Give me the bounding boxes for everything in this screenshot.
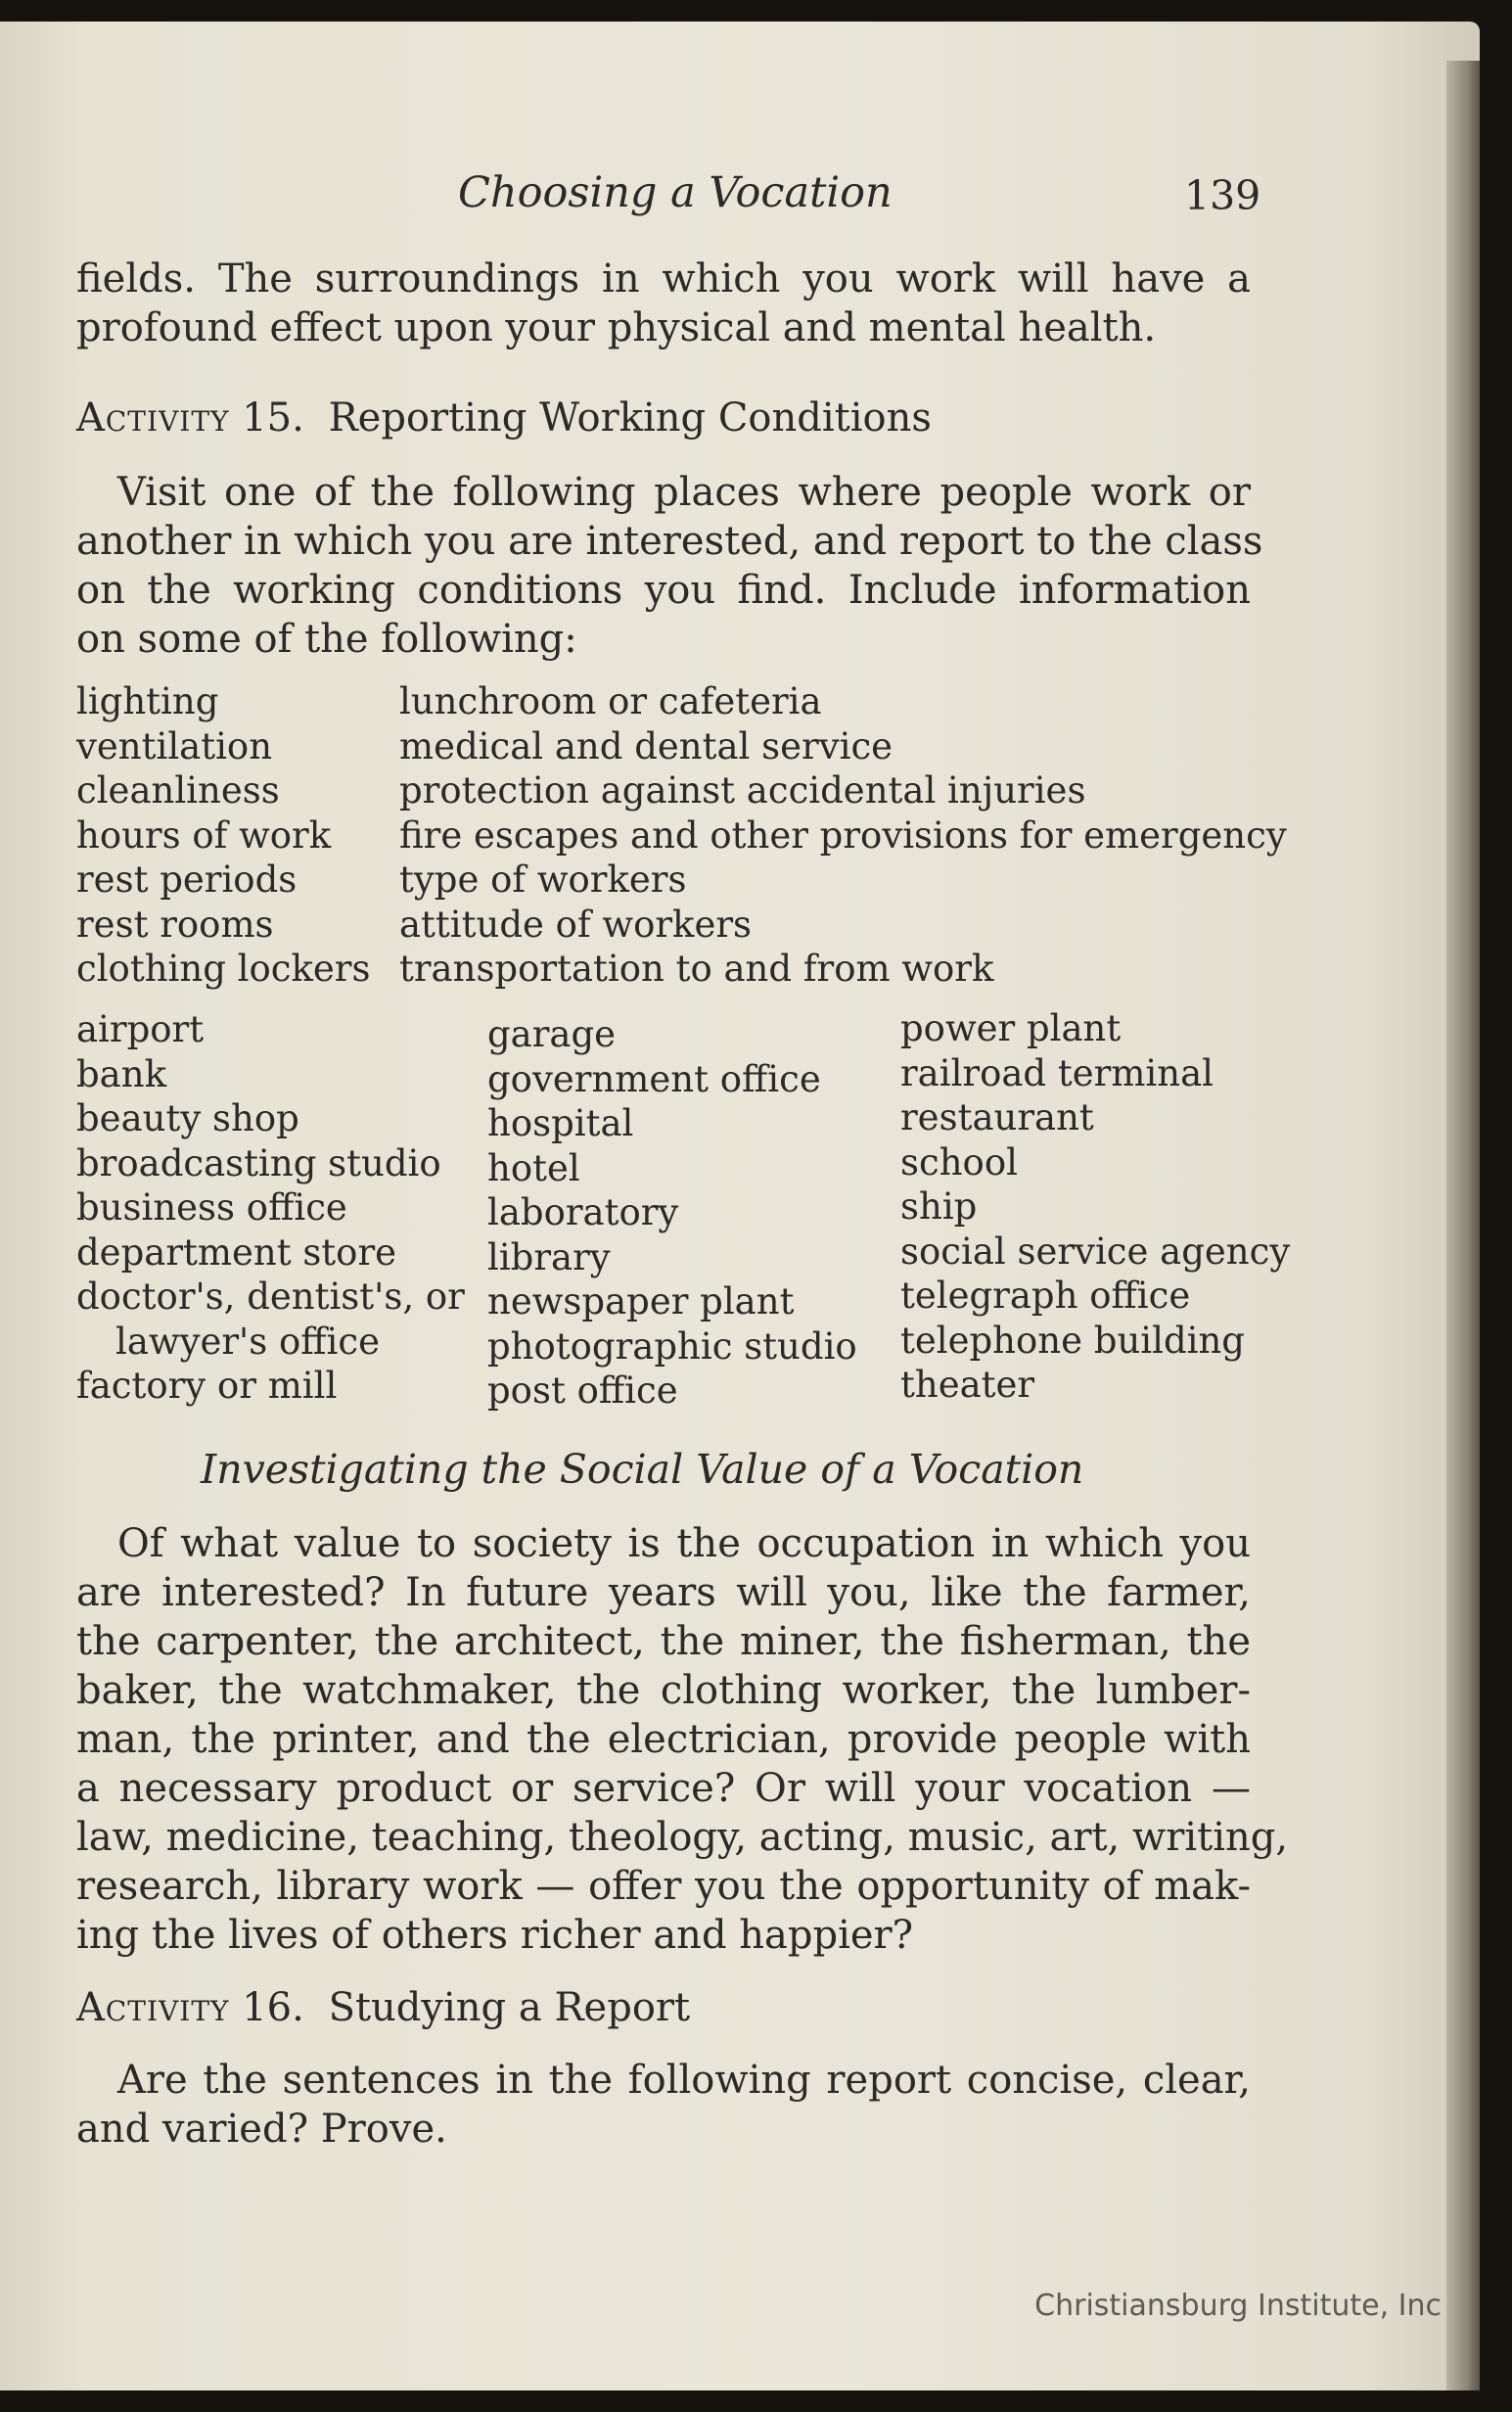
paragraph-line: research, library work — offer you the opportunity of mak- [76, 1864, 1251, 1909]
list-item: laboratory [487, 1191, 679, 1233]
paragraph-line: on the working conditions you find. Include information [76, 568, 1251, 613]
list-item: photographic studio [487, 1324, 857, 1368]
paragraph-line: law, medicine, teaching, theology, acting, music, art, writing, [76, 1815, 1289, 1860]
list-item: social service agency [900, 1229, 1291, 1273]
list-item: transportation to and from work [399, 948, 994, 990]
list-item: library [487, 1235, 611, 1278]
list-item: ship [900, 1185, 978, 1228]
paragraph-line: the carpenter, the architect, the miner, the fisherman, the [76, 1619, 1251, 1664]
activity-title: Studying a Report [328, 1985, 691, 2030]
activity-16-heading [76, 1985, 690, 2030]
list-item: hospital [487, 1102, 634, 1144]
list-item: rest rooms [76, 903, 274, 946]
list-item: department store [76, 1230, 397, 1274]
list-item: fire escapes and other provisions for emergency [399, 813, 1287, 857]
places-list-col1 [76, 1007, 465, 1409]
list-item: clothing lockers [76, 948, 371, 990]
list-item: theater [900, 1364, 1035, 1406]
list-item: type of workers [399, 858, 687, 901]
list-item: airport [76, 1008, 205, 1050]
list-item: cleanliness [76, 769, 280, 812]
conditions-list-right [399, 679, 1287, 992]
list-item: school [900, 1140, 1018, 1183]
list-item: government office [487, 1057, 821, 1100]
list-item: attitude of workers [399, 903, 753, 946]
page-edge [1446, 61, 1480, 2390]
paragraph-line: Of what value to society is the occupation in which you [117, 1521, 1251, 1566]
activity-label: Activity [76, 1985, 230, 2030]
list-item: rest periods [76, 858, 298, 901]
activity-title: Reporting Working Conditions [328, 395, 932, 441]
book-page [0, 22, 1480, 2390]
list-item: bank [76, 1052, 166, 1095]
list-item: telephone building [900, 1319, 1245, 1362]
paragraph-line: a necessary product or service? Or will your vocation — [76, 1766, 1251, 1811]
paragraph-line: profound effect upon your physical and mental health. [76, 305, 1157, 350]
running-head-title: Choosing a Vocation [458, 168, 893, 217]
paragraph-line: and varied? Prove. [76, 2107, 447, 2152]
activity-number: 15. [242, 395, 304, 441]
paragraph-line: Are the sentences in the following report concise, clear, [117, 2058, 1251, 2103]
page-number: 139 [1184, 172, 1261, 219]
list-item: lunchroom or cafeteria [399, 680, 822, 722]
section-paragraph [76, 1519, 1289, 1960]
list-item: newspaper plant [487, 1280, 795, 1322]
section-heading: Investigating the Social Value of a Vocation [201, 1446, 1084, 1493]
list-item: telegraph office [900, 1275, 1191, 1317]
intro-paragraph [76, 255, 1251, 352]
paragraph-line: man, the printer, and the electrician, provide people with [76, 1717, 1251, 1762]
list-item: beauty shop [76, 1097, 299, 1139]
list-item: broadcasting studio [76, 1141, 441, 1184]
activity-number: 16. [242, 1985, 304, 2030]
running-head [76, 168, 1261, 227]
list-item: hotel [487, 1146, 580, 1189]
list-item: restaurant [900, 1096, 1094, 1138]
paragraph-line: are interested? In future years will you, like the farmer, [76, 1570, 1251, 1615]
paragraph-line: fields. The surroundings in which you work will have a [76, 256, 1251, 302]
list-item: business office [76, 1186, 347, 1229]
paragraph-line: Visit one of the following places where people work or [117, 470, 1251, 515]
places-list-col3 [900, 1006, 1290, 1408]
list-item: post office [487, 1369, 678, 1412]
activity-label: Activity [76, 395, 230, 441]
places-list-col2 [487, 1012, 857, 1414]
paragraph-line: on some of the following: [76, 617, 577, 662]
list-item: doctor's, dentist's, or [76, 1276, 465, 1318]
list-item: factory or mill [76, 1365, 338, 1407]
paragraph-line: ing the lives of others richer and happier? [76, 1913, 914, 1958]
activity-15-paragraph [76, 468, 1263, 664]
watermark: Christiansburg Institute, Inc [1034, 2289, 1442, 2323]
conditions-list-left [76, 679, 370, 992]
list-item: garage [487, 1013, 617, 1055]
list-item: power plant [900, 1007, 1122, 1049]
list-item: ventilation [76, 724, 273, 767]
paragraph-line: baker, the watchmaker, the clothing worker, the lumber- [76, 1668, 1251, 1713]
list-item: lawyer's office [115, 1320, 380, 1363]
list-item: lighting [76, 680, 219, 722]
list-item: medical and dental service [399, 724, 893, 767]
list-item: railroad terminal [900, 1051, 1214, 1094]
list-item: hours of work [76, 813, 332, 857]
list-item: protection against accidental injuries [399, 769, 1086, 812]
activity-15-heading [76, 395, 932, 441]
paragraph-line: another in which you are interested, and report to the class [76, 519, 1263, 564]
activity-16-paragraph [76, 2056, 1251, 2154]
